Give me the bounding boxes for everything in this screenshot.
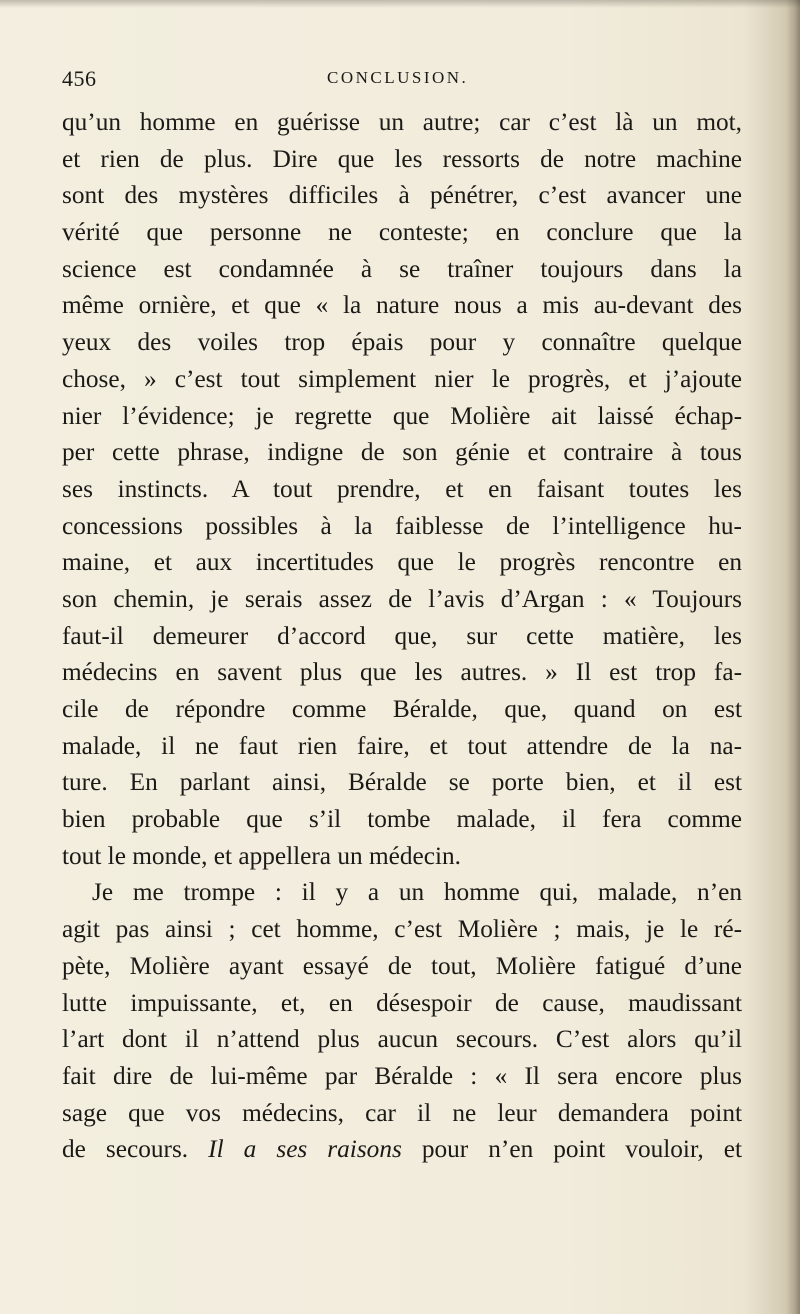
text-line: qu’un homme en guérisse un autre; car c’est là un mot, <box>62 108 742 136</box>
text-line: ture. En parlant ainsi, Béralde se porte bien, et il est <box>62 768 742 797</box>
text-line: faut-il demeurer d’accord que, sur cette matière, les <box>62 621 742 650</box>
text-line: agit pas ainsi ; cet homme, c’est Molière ; mais, je le ré- <box>62 915 742 944</box>
text-line: fait dire de lui-même par Béralde : « Il sera encore plus <box>62 1061 742 1090</box>
text-line: per cette phrase, indigne de son génie et contraire à tous <box>62 438 742 467</box>
text-line: même ornière, et que « la nature nous a mis au-devant des <box>62 291 742 320</box>
page-edge-shadow <box>786 0 800 1314</box>
text-line: et rien de plus. Dire que les ressorts de notre machine <box>62 144 742 173</box>
text-line: sage que vos médecins, car il ne leur demandera point <box>62 1098 742 1127</box>
text-line: l’art dont il n’attend plus aucun secours. C’est alors qu’il <box>62 1025 742 1054</box>
paragraph-end-line: tout le monde, et appellera un médecin. <box>62 841 461 870</box>
text-line: cile de répondre comme Béralde, que, quand on est <box>62 695 742 723</box>
text-line: yeux des voiles trop épais pour y connaître quelque <box>62 328 742 357</box>
final-text-line <box>62 1131 742 1168</box>
text-line: vérité que personne ne conteste; en conclure que la <box>62 218 742 247</box>
text-line: pète, Molière ayant essayé de tout, Molière fatigué d’une <box>62 951 742 980</box>
text-line: bien probable que s’il tombe malade, il fera comme <box>62 805 742 834</box>
body-text <box>62 104 742 1168</box>
text-line: ses instincts. A tout prendre, et en faisant toutes les <box>62 474 742 503</box>
text-line: sont des mystères difficiles à pénétrer, c’est avancer une <box>62 181 742 210</box>
paragraph-start-line: Je me trompe : il y a un homme qui, malade, n’en <box>92 878 742 907</box>
text-line: lutte impuissante, et, en désespoir de cause, maudissant <box>62 988 742 1017</box>
page-number: 456 <box>62 66 97 91</box>
final-line-start: de secours. <box>62 1135 209 1164</box>
top-edge-shadow <box>0 0 800 8</box>
text-line: chose, » c’est tout simplement nier le progrès, et j’ajoute <box>62 364 742 393</box>
page-header <box>62 66 762 100</box>
running-head: CONCLUSION. <box>327 68 469 87</box>
text-line: maine, et aux incertitudes que le progrès rencontre en <box>62 548 742 577</box>
text-line: science est condamnée à se traîner toujours dans la <box>62 254 742 283</box>
text-line: nier l’évidence; je regrette que Molière ait laissé échap- <box>62 401 742 430</box>
text-line: concessions possibles à la faiblesse de l’intelligence hu- <box>62 511 742 540</box>
text-line: malade, il ne faut rien faire, et tout attendre de la na- <box>62 731 742 760</box>
final-line-end: pour n’en point vouloir, et <box>401 1135 742 1164</box>
text-line: médecins en savent plus que les autres. » Il est trop fa- <box>62 658 742 687</box>
text-line: son chemin, je serais assez de l’avis d’Argan : « Toujours <box>62 584 742 613</box>
italic-phrase: Il a ses raisons <box>208 1135 402 1164</box>
